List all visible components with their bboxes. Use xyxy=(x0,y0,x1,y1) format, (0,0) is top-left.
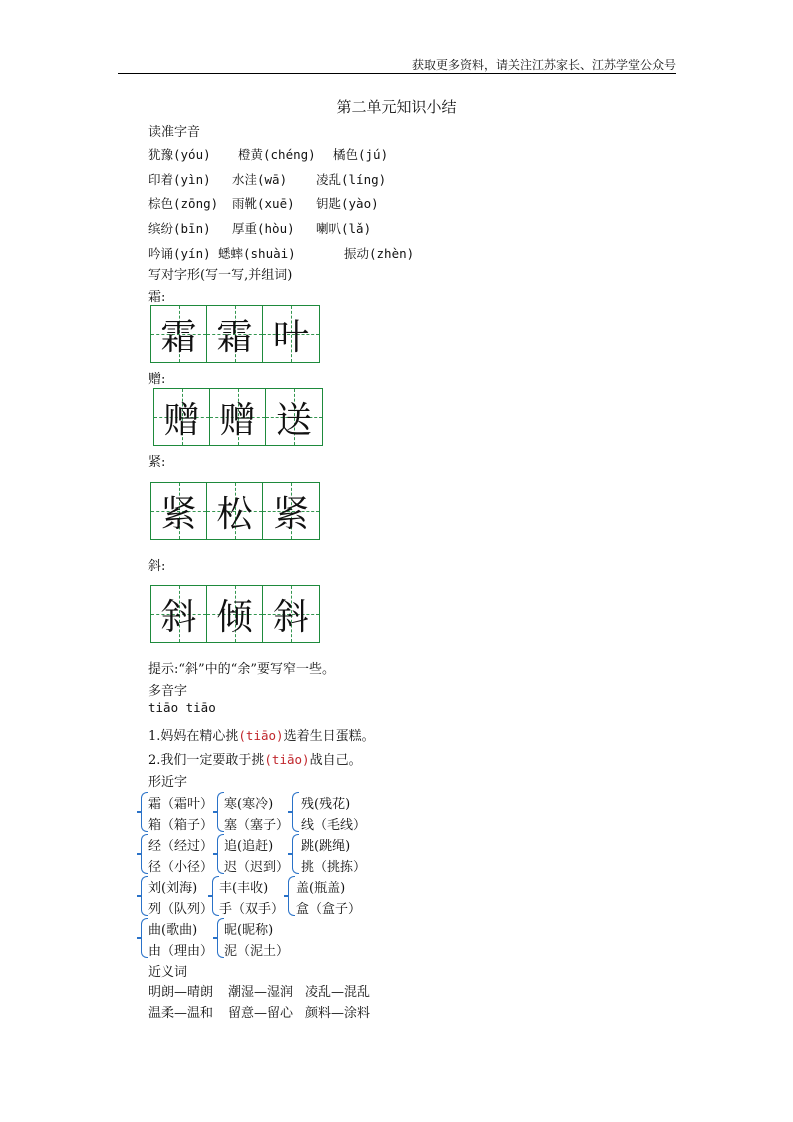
pinyin-answer: (tiāo) xyxy=(238,728,284,743)
tianzige-grid xyxy=(150,305,320,363)
pinyin-item: 凌乱(líng) xyxy=(316,172,387,187)
similar-char: 线（毛线） xyxy=(301,818,367,833)
similar-char: 由（理由） xyxy=(148,944,214,959)
grid-char: 斜 xyxy=(160,596,197,638)
grid-cell xyxy=(207,306,263,362)
page-title: 第二单元知识小结 xyxy=(336,98,457,116)
grid-cell xyxy=(266,389,322,445)
similar-char: 追(追赶) xyxy=(224,839,274,854)
grid-cell xyxy=(263,586,319,642)
section-heading-polyphone: 多音字 xyxy=(148,684,188,699)
grid-cell xyxy=(207,483,263,539)
synonym-pair: 潮湿—湿润 xyxy=(228,985,294,1000)
similar-char: 箱（箱子） xyxy=(148,818,214,833)
synonym-pair: 留意—留心 xyxy=(228,1006,294,1021)
pinyin-item: 橙黄(chéng) xyxy=(238,147,316,162)
synonym-pair: 凌乱—混乱 xyxy=(305,985,371,1000)
pinyin-item: 振动(zhèn) xyxy=(344,246,415,261)
pinyin-item: 犹豫(yóu) xyxy=(148,147,211,162)
polyphone-readings: tiāo tiāo xyxy=(148,700,216,715)
char-label: 斜: xyxy=(148,559,166,574)
grid-cell xyxy=(210,389,266,445)
pinyin-item: 缤纷(bīn) xyxy=(148,221,211,236)
group-brace xyxy=(141,918,148,958)
char-label: 赠: xyxy=(148,372,166,387)
grid-cell xyxy=(263,483,319,539)
sentence-text: 战自己。 xyxy=(309,753,362,768)
grid-cell xyxy=(263,306,319,362)
polyphone-sentence-1 xyxy=(148,725,375,744)
sentence-text: 2.我们一定要敢于挑 xyxy=(148,753,265,768)
similar-char: 霜（霜叶） xyxy=(148,797,214,812)
writing-tip: 提示:“斜”中的“余”要写窄一些。 xyxy=(148,662,335,677)
group-brace xyxy=(141,876,148,916)
char-label: 紧: xyxy=(148,455,166,470)
group-brace xyxy=(141,834,148,874)
group-brace xyxy=(217,792,224,832)
similar-char: 泥（泥土） xyxy=(224,944,290,959)
grid-char: 赠 xyxy=(163,399,200,441)
synonym-pair: 颜料—涂料 xyxy=(305,1006,371,1021)
similar-char: 手（双手） xyxy=(219,902,285,917)
similar-char: 经（经过） xyxy=(148,839,214,854)
section-heading-synonyms: 近义词 xyxy=(148,965,188,980)
sentence-text: 1.妈妈在精心挑 xyxy=(148,729,239,744)
grid-cell xyxy=(207,586,263,642)
similar-char: 盖(瓶盖) xyxy=(296,881,346,896)
similar-char: 列（队列） xyxy=(148,902,214,917)
similar-char: 盒（盒子） xyxy=(296,902,362,917)
pinyin-answer: (tiāo) xyxy=(264,752,310,767)
grid-cell xyxy=(154,389,210,445)
grid-char: 霜 xyxy=(216,316,253,358)
pinyin-item: 钥匙(yào) xyxy=(316,196,379,211)
synonym-pair: 明朗—晴朗 xyxy=(148,985,214,1000)
pinyin-item: 橘色(jú) xyxy=(333,147,389,162)
similar-char: 径（小径） xyxy=(148,860,214,875)
pinyin-item: 吟诵(yín) xyxy=(148,246,211,261)
page-header: 获取更多资料，请关注江苏家长、江苏学堂公众号 xyxy=(411,58,676,72)
group-brace xyxy=(217,834,224,874)
grid-cell xyxy=(151,306,207,362)
grid-char: 送 xyxy=(275,399,312,441)
similar-char: 残(残花) xyxy=(301,797,351,812)
grid-char: 霜 xyxy=(160,316,197,358)
section-heading-pronunciation: 读准字音 xyxy=(148,125,201,140)
grid-char: 松 xyxy=(216,493,253,535)
pinyin-item: 蟋蟀(shuài) xyxy=(218,246,296,261)
similar-char: 寒(寒冷) xyxy=(224,797,274,812)
similar-char: 挑（挑拣） xyxy=(301,860,367,875)
grid-char: 斜 xyxy=(272,596,309,638)
grid-char: 赠 xyxy=(219,399,256,441)
tianzige-grid xyxy=(150,482,320,540)
grid-cell xyxy=(151,586,207,642)
group-brace xyxy=(292,834,299,874)
group-brace xyxy=(141,792,148,832)
section-heading-similar: 形近字 xyxy=(148,775,188,790)
similar-char: 塞（塞子） xyxy=(224,818,290,833)
grid-cell xyxy=(151,483,207,539)
pinyin-item: 棕色(zōng) xyxy=(148,196,219,211)
group-brace xyxy=(292,792,299,832)
similar-char: 丰(丰收) xyxy=(219,881,269,896)
pinyin-item: 喇叭(lǎ) xyxy=(316,221,372,236)
char-label: 霜: xyxy=(148,290,166,305)
similar-char: 迟（迟到） xyxy=(224,860,290,875)
pinyin-item: 印着(yìn) xyxy=(148,172,211,187)
tianzige-grid xyxy=(153,388,323,446)
group-brace xyxy=(288,876,295,916)
grid-char: 紧 xyxy=(272,493,309,535)
similar-char: 跳(跳绳) xyxy=(301,839,351,854)
group-brace xyxy=(217,918,224,958)
grid-char: 紧 xyxy=(160,493,197,535)
synonym-pair: 温柔—温和 xyxy=(148,1006,214,1021)
pinyin-item: 雨靴(xuē) xyxy=(232,196,295,211)
pinyin-item: 水洼(wā) xyxy=(232,172,288,187)
header-rule xyxy=(118,73,676,74)
tianzige-grid xyxy=(150,585,320,643)
section-heading-writing: 写对字形(写一写,并组词) xyxy=(148,268,293,283)
similar-char: 曲(歌曲) xyxy=(148,923,198,938)
similar-char: 刘(刘海) xyxy=(148,881,198,896)
similar-char: 昵(昵称) xyxy=(224,923,274,938)
grid-char: 倾 xyxy=(216,596,253,638)
sentence-text: 选着生日蛋糕。 xyxy=(283,729,375,744)
pinyin-item: 厚重(hòu) xyxy=(232,221,295,236)
group-brace xyxy=(212,876,219,916)
grid-char: 叶 xyxy=(272,316,309,358)
polyphone-sentence-2 xyxy=(148,749,362,768)
